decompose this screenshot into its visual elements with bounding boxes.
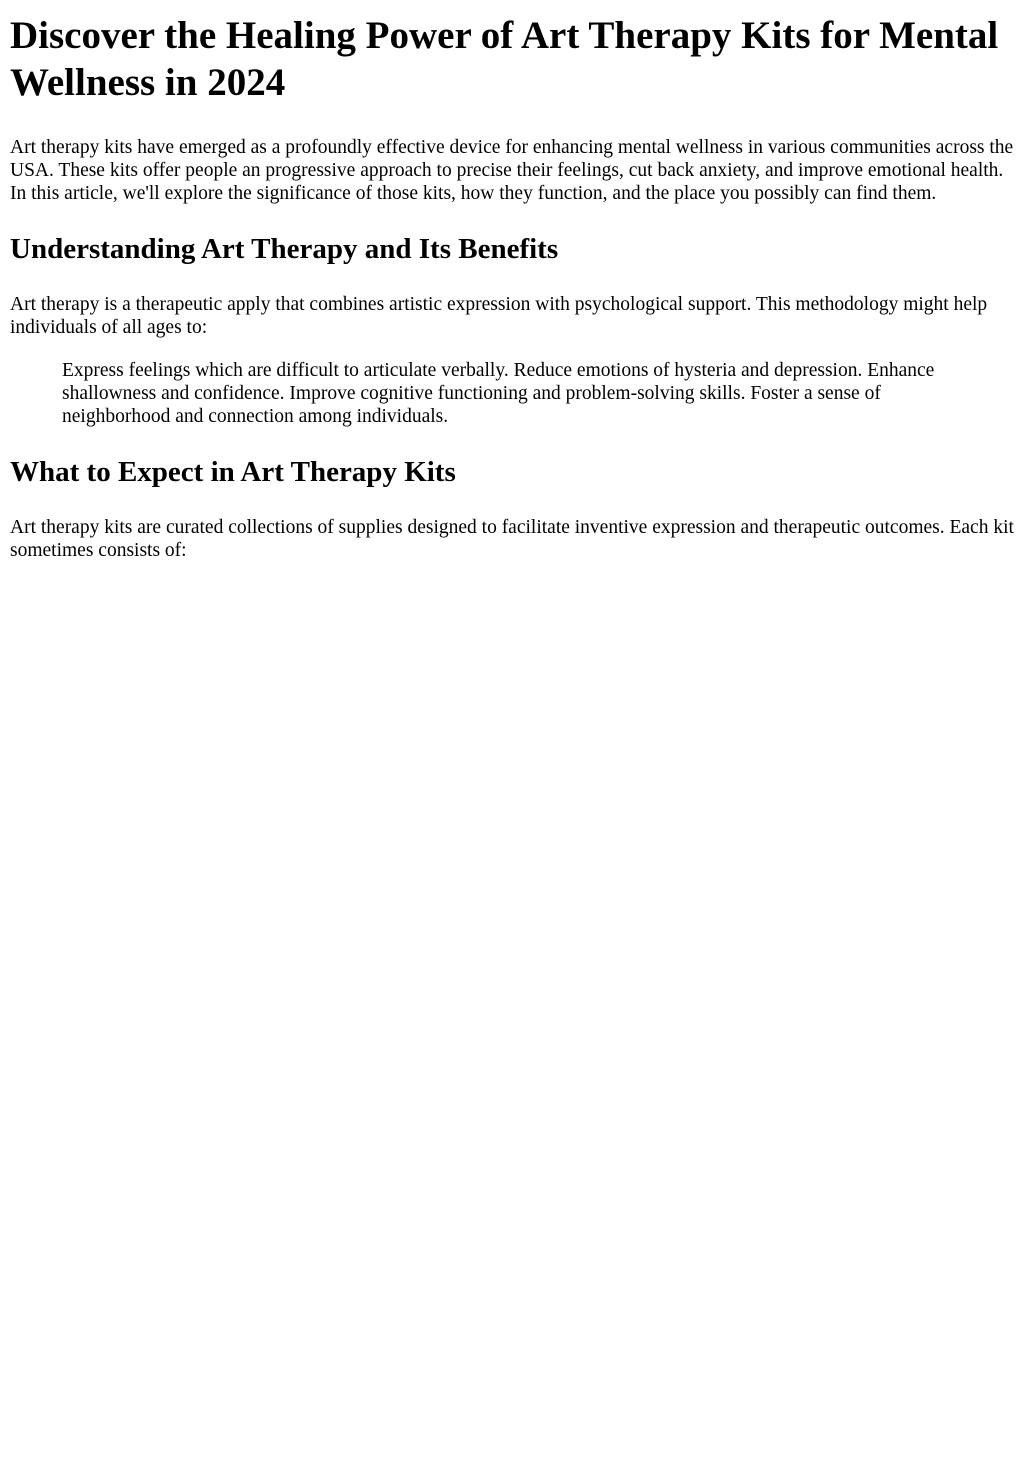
section-what-to-expect [10, 455, 1014, 562]
benefits-quote: Express feelings which are difficult to articulate verbally. Reduce emotions of hysteria and depression. Enhance shallowness and confidence. Improve cognitive functioning and problem-solving skills. Foster a sense of neighborhood and connection among individuals. [62, 360, 935, 427]
page-title: Discover the Healing Power of Art Therapy Kits for Mental Wellness in 2024 [10, 14, 999, 104]
section-paragraph: Art therapy is a therapeutic apply that combines artistic expression with psychological support. This methodology might help individuals of all ages to: [10, 294, 988, 338]
intro-paragraph: Art therapy kits have emerged as a profoundly effective device for enhancing mental wellness in various communities across the USA. These kits offer people an progressive approach to precise their feelings, cut back anxiety, and improve emotional health. In this article, we'll explore the significance of those kits, how they function, and the place you possibly can find them. [10, 137, 1014, 204]
article [10, 12, 1014, 562]
section-understanding [10, 232, 1014, 428]
section-paragraph: Art therapy kits are curated collections of supplies designed to facilitate inventive expression and therapeutic outcomes. Each kit sometimes consists of: [10, 517, 1014, 561]
section-heading: What to Expect in Art Therapy Kits [10, 456, 456, 488]
section-heading: Understanding Art Therapy and Its Benefits [10, 233, 559, 265]
